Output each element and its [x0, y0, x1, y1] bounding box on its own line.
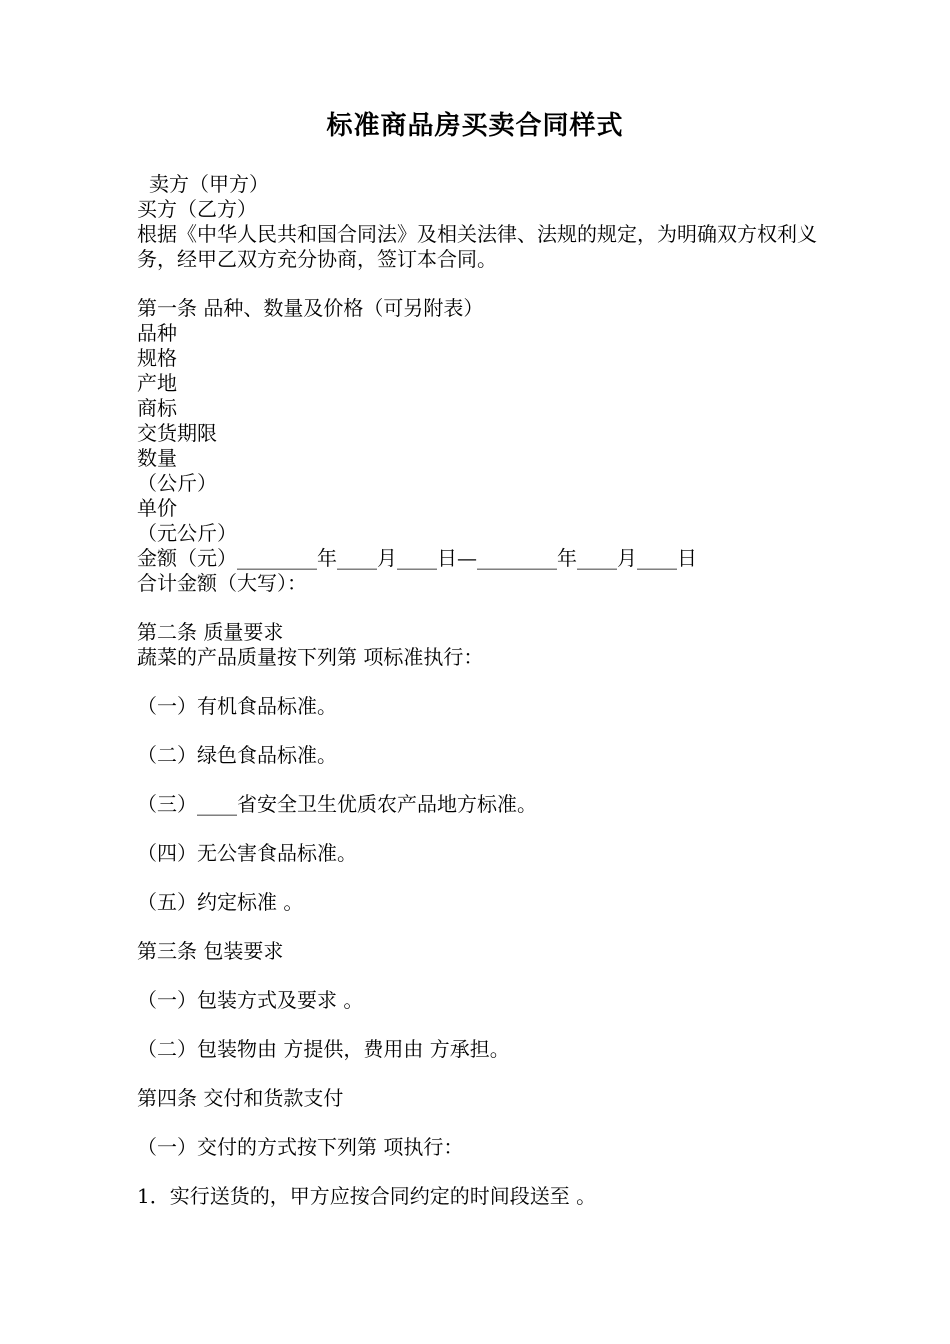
article2-intro: 蔬菜的产品质量按下列第 项标准执行：: [137, 645, 484, 669]
seller-line: 卖方（甲方）: [149, 172, 269, 196]
article3-item-1: （一）包装方式及要求 。: [137, 988, 364, 1012]
field-unit-price: 单价: [137, 496, 177, 520]
article2-heading: 第二条 质量要求: [137, 620, 284, 644]
field-quantity-unit: （公斤）: [137, 471, 217, 495]
amount-line: 金额（元）________年____月____日—________年____月____日: [137, 546, 697, 570]
article4-item-2: 1．实行送货的，甲方应按合同约定的时间段送至 。: [137, 1184, 597, 1208]
field-unit-price-unit: （元公斤）: [137, 521, 237, 545]
article2-item-3: （三）____省安全卫生优质农产品地方标准。: [137, 792, 537, 816]
article2-item-2: （二）绿色食品标准。: [137, 743, 337, 767]
article3-heading: 第三条 包装要求: [137, 939, 284, 963]
article2-item-4: （四）无公害食品标准。: [137, 841, 357, 865]
article1-heading: 第一条 品种、数量及价格（可另附表）: [137, 296, 484, 320]
buyer-line: 买方（乙方）: [137, 197, 257, 221]
article4-item-1: （一）交付的方式按下列第 项执行：: [137, 1135, 464, 1159]
article2-item-1: （一）有机食品标准。: [137, 694, 337, 718]
article2-item-5: （五）约定标准 。: [137, 890, 304, 914]
article4-heading: 第四条 交付和货款支付: [137, 1086, 344, 1110]
field-quantity: 数量: [137, 446, 177, 470]
document-title: 标准商品房买卖合同样式: [326, 111, 624, 141]
field-variety: 品种: [137, 321, 177, 345]
article3-item-2: （二）包装物由 方提供，费用由 方承担。: [137, 1037, 510, 1061]
field-delivery-period: 交货期限: [137, 421, 217, 445]
field-origin: 产地: [137, 371, 177, 395]
preamble-paragraph: 根据《中华人民共和国合同法》及相关法律、法规的规定，为明确双方权利义务，经甲乙双方充分协商，签订本合同。: [137, 222, 817, 271]
field-brand: 商标: [137, 396, 177, 420]
total-amount-line: 合计金额（大写）：: [137, 571, 307, 595]
field-spec: 规格: [137, 346, 177, 370]
document-body: [137, 172, 827, 1209]
